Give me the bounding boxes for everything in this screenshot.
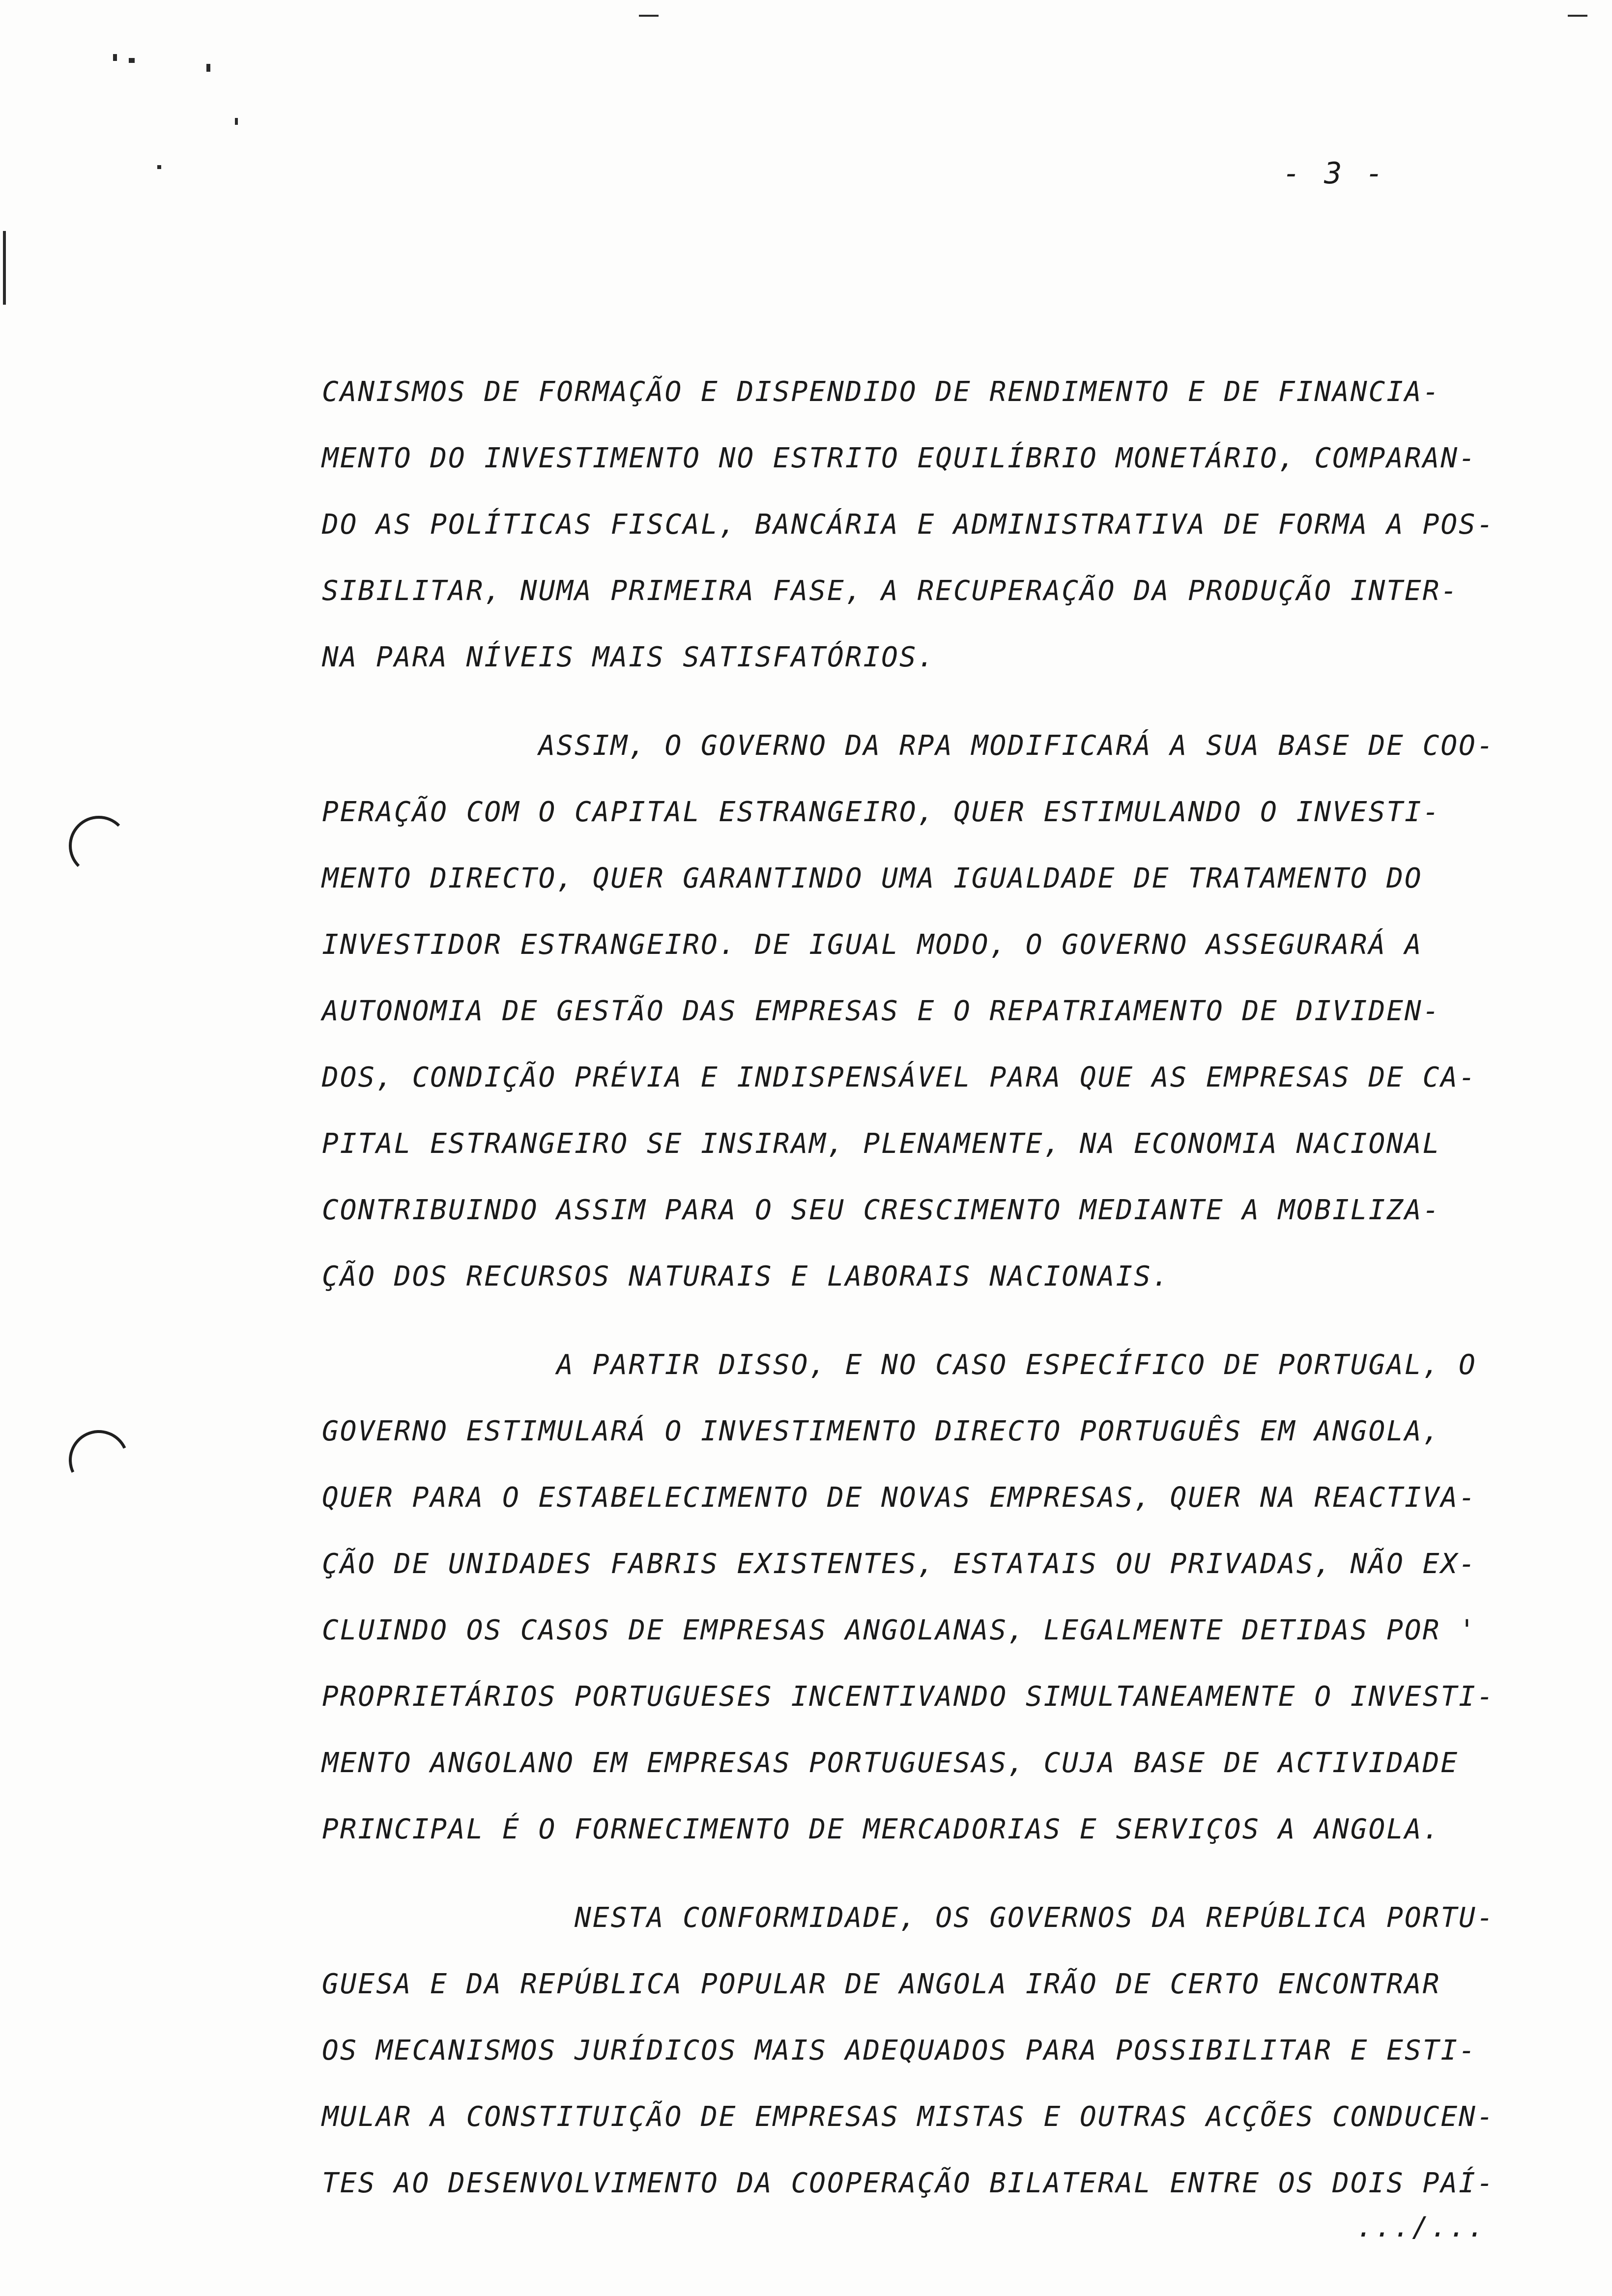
text-line: NESTA CONFORMIDADE, OS GOVERNOS DA REPÚBLICA PORTU- [322,1902,1495,1934]
scan-speck [206,64,210,72]
paragraph [322,359,1610,690]
text-line: MENTO ANGOLANO EM EMPRESAS PORTUGUESAS, CUJA BASE DE ACTIVIDADE [322,1747,1459,1779]
text-line: PROPRIETÁRIOS PORTUGUESES INCENTIVANDO SIMULTANEAMENTE O INVESTI- [322,1681,1495,1713]
text-line: GOVERNO ESTIMULARÁ O INVESTIMENTO DIRECTO PORTUGUÊS EM ANGOLA, [322,1415,1441,1447]
text-line: PERAÇÃO COM O CAPITAL ESTRANGEIRO, QUER ESTIMULANDO O INVESTI- [322,796,1441,828]
text-line: CLUINDO OS CASOS DE EMPRESAS ANGOLANAS, LEGALMENTE DETIDAS POR ' [322,1614,1477,1646]
text-line: GUESA E DA REPÚBLICA POPULAR DE ANGOLA IRÃO DE CERTO ENCONTRAR [322,1968,1441,2000]
page-number: - 3 - [1283,156,1386,191]
text-line: SIBILITAR, NUMA PRIMEIRA FASE, A RECUPERAÇÃO DA PRODUÇÃO INTER- [322,575,1459,607]
text-line: DO AS POLÍTICAS FISCAL, BANCÁRIA E ADMINISTRATIVA DE FORMA A POS- [322,509,1495,541]
scan-speck [157,165,161,169]
text-line: PRINCIPAL É O FORNECIMENTO DE MERCADORIAS E SERVIÇOS A ANGOLA. [322,1813,1441,1845]
text-line: MENTO DO INVESTIMENTO NO ESTRITO EQUILÍBRIO MONETÁRIO, COMPARAN- [322,442,1477,474]
text-line: AUTONOMIA DE GESTÃO DAS EMPRESAS E O REPATRIAMENTO DE DIVIDEN- [322,995,1441,1027]
body-text [322,359,1610,2239]
text-line: A PARTIR DISSO, E NO CASO ESPECÍFICO DE PORTUGAL, O [322,1349,1477,1381]
scan-speck [1568,15,1587,17]
text-line: MENTO DIRECTO, QUER GARANTINDO UMA IGUALDADE DE TRATAMENTO DO [322,862,1423,894]
text-line: OS MECANISMOS JURÍDICOS MAIS ADEQUADOS PARA POSSIBILITAR E ESTI- [322,2035,1477,2066]
text-line: QUER PARA O ESTABELECIMENTO DE NOVAS EMPRESAS, QUER NA REACTIVA- [322,1482,1477,1514]
text-line: INVESTIDOR ESTRANGEIRO. DE IGUAL MODO, O GOVERNO ASSEGURARÁ A [322,929,1423,961]
punch-hole-arc [69,816,129,876]
continuation-mark: .../... [1356,2211,1487,2243]
scan-speck [3,231,6,305]
text-line: NA PARA NÍVEIS MAIS SATISFATÓRIOS. [322,641,936,673]
scan-speck [129,58,135,63]
text-line: DOS, CONDIÇÃO PRÉVIA E INDISPENSÁVEL PARA QUE AS EMPRESAS DE CA- [322,1062,1477,1093]
text-line: MULAR A CONSTITUIÇÃO DE EMPRESAS MISTAS E OUTRAS ACÇÕES CONDUCEN- [322,2101,1495,2133]
text-line: ÇÃO DOS RECURSOS NATURAIS E LABORAIS NACIONAIS. [322,1261,1170,1292]
scan-speck [235,118,238,125]
paragraph [322,1332,1610,1863]
scan-speck [113,54,117,61]
text-line: ASSIM, O GOVERNO DA RPA MODIFICARÁ A SUA BASE DE COO- [322,730,1495,762]
paragraph [322,1885,1610,2216]
text-line: ÇÃO DE UNIDADES FABRIS EXISTENTES, ESTATAIS OU PRIVADAS, NÃO EX- [322,1548,1477,1580]
text-line: TES AO DESENVOLVIMENTO DA COOPERAÇÃO BILATERAL ENTRE OS DOIS PAÍ- [322,2167,1495,2199]
punch-hole-arc [60,1422,137,1498]
text-line: CANISMOS DE FORMAÇÃO E DISPENDIDO DE RENDIMENTO E DE FINANCIA- [322,376,1441,408]
paragraph [322,713,1610,1310]
text-line: PITAL ESTRANGEIRO SE INSIRAM, PLENAMENTE, NA ECONOMIA NACIONAL [322,1128,1441,1160]
scan-speck [639,15,659,17]
text-line: CONTRIBUINDO ASSIM PARA O SEU CRESCIMENTO MEDIANTE A MOBILIZA- [322,1194,1441,1226]
